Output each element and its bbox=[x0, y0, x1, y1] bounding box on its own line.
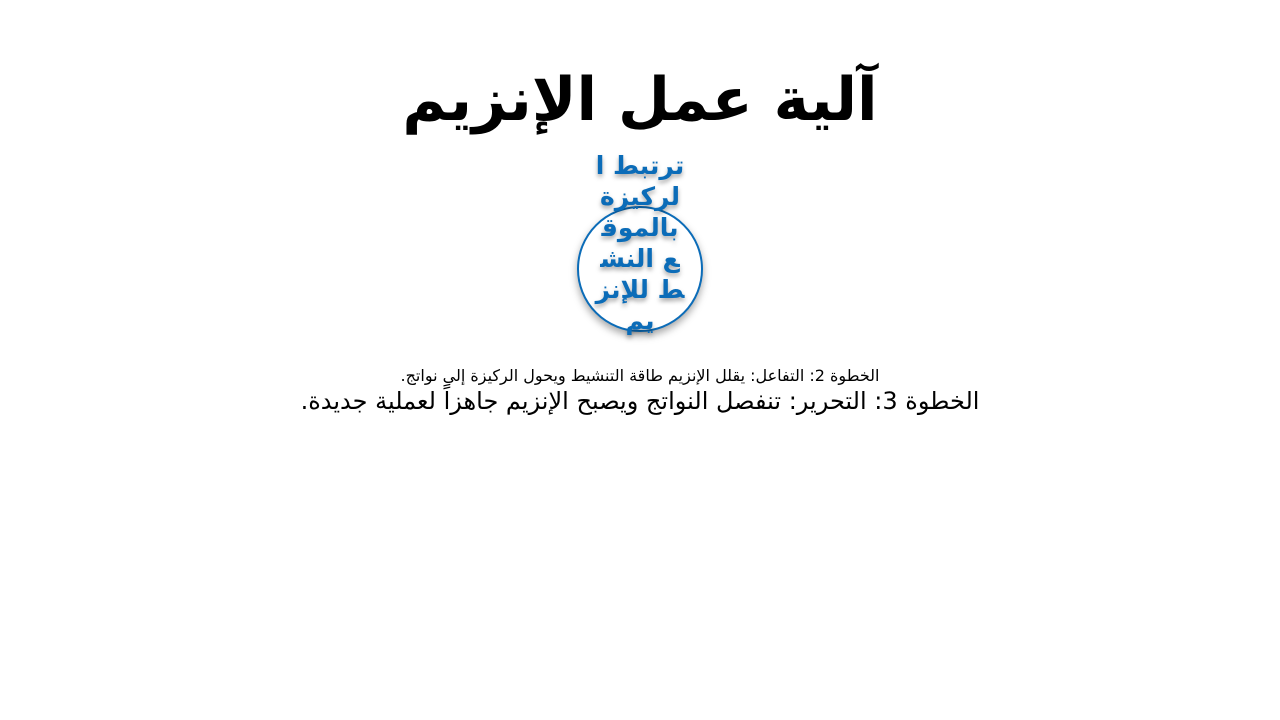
step1-label: ترتبط الركيزة بالموقع النشط للإنزيم bbox=[595, 151, 685, 335]
step3-text: الخطوة 3: التحرير: تنفصل النواتج ويصبح الإنزيم جاهزاً لعملية جديدة. bbox=[300, 387, 980, 415]
step1-diagram bbox=[570, 150, 710, 380]
slide-title: آلية عمل الإنزيم bbox=[402, 65, 878, 135]
step2-text: الخطوة 2: التفاعل: يقلل الإنزيم طاقة التنشيط ويحول الركيزة إلى نواتج. bbox=[400, 366, 880, 385]
